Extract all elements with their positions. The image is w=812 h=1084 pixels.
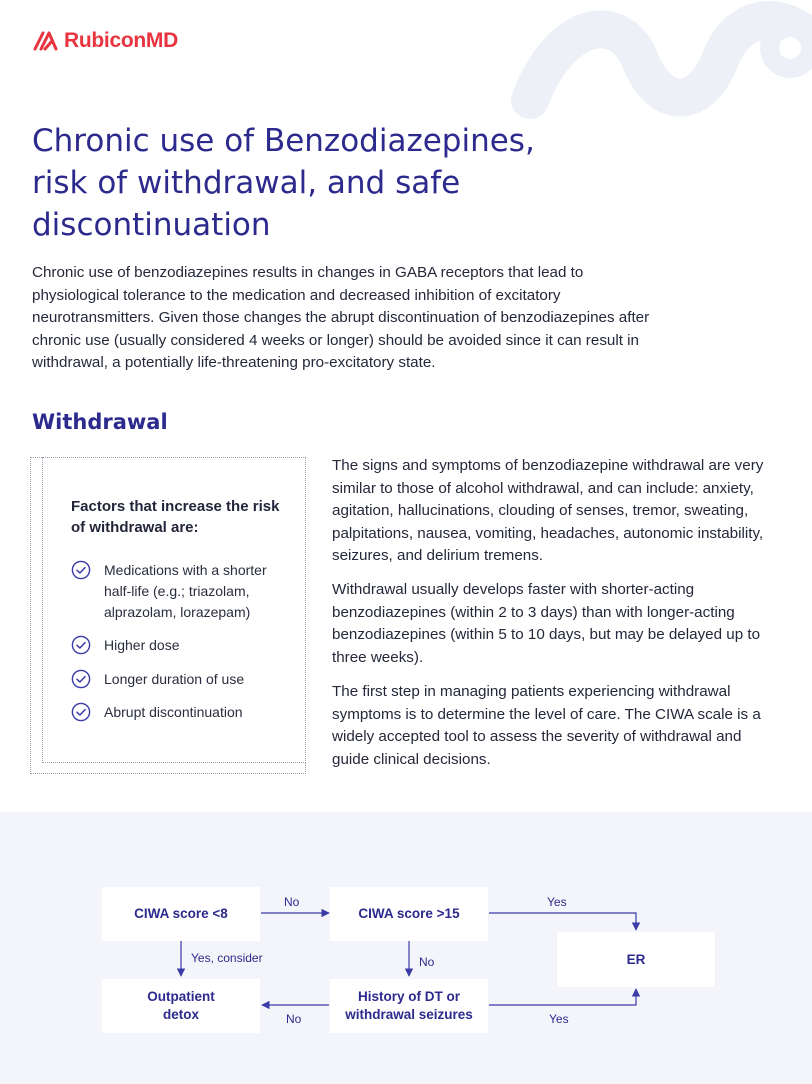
edge-label-history-to-er: Yes [549, 1012, 569, 1026]
page-title-line-1: Chronic use of Benzodiazepines, [32, 123, 535, 159]
factors-box-title: Factors that increase the risk of withdrawal are: [71, 498, 280, 536]
factor-item [71, 669, 284, 690]
edge-label-high-to-history: No [419, 955, 435, 969]
factor-text: Medications with a shorter half-life (e.g.; triazolam, alprazolam, lorazepam) [104, 562, 267, 620]
logo-text: RubiconMD [64, 29, 178, 52]
rubiconmd-logo-mark-icon [32, 29, 60, 53]
ciwa-high-node: CIWA score >15 [330, 887, 488, 941]
factor-text: Longer duration of use [104, 671, 245, 687]
withdrawal-heading: Withdrawal [32, 410, 168, 434]
check-circle-icon [71, 560, 91, 580]
page-title [32, 120, 592, 246]
factor-text: Higher dose [104, 637, 180, 653]
er-node: ER [557, 932, 715, 987]
level-of-care-paragraph: The first step in managing patients experiencing withdrawal symptoms is to determine the level of care. The CIWA scale is a widely accepted tool to assess the severity of withdrawal and guide clinical decisions. [332, 683, 761, 768]
decorative-background-shapes [0, 0, 812, 120]
symptoms-paragraph: The signs and symptoms of benzodiazepine withdrawal are very similar to those of alcohol withdrawal, and can include: anxiety, agitation, hallucinations, clouding of senses, tremor, sweating, palpitations, nausea, vomiting, headaches, autonomic instability, seizures, and delirium tremens. [332, 457, 764, 564]
check-circle-icon [71, 635, 91, 655]
factor-item [71, 702, 284, 723]
edge-label-high-to-er: Yes [547, 895, 567, 909]
intro-paragraph: Chronic use of benzodiazepines results in changes in GABA receptors that lead to physiological tolerance to the medication and decreased inhibition of excitatory neurotransmitters. Given those changes the abrupt discontinuation of benzodiazepines after chronic use (usually considered 4 weeks or longer) should be avoided since it can result in withdrawal, a potentially life-threatening pro-excitatory state. [32, 264, 650, 372]
check-circle-icon [71, 702, 91, 722]
history-node: History of DT or withdrawal seizures [330, 979, 488, 1033]
page-title-line-3: discontinuation [32, 207, 271, 243]
outpatient-detox-node: Outpatient detox [102, 979, 260, 1033]
edge-label-low-to-high: No [284, 895, 300, 909]
arrow-high-to-er [489, 913, 636, 930]
factor-item [71, 560, 284, 623]
rubiconmd-logo [32, 28, 178, 54]
arrow-history-to-er [489, 989, 636, 1005]
edge-label-low-to-outpatient: Yes, consider [191, 951, 263, 965]
factor-text: Abrupt discontinuation [104, 704, 243, 720]
page-title-line-2: risk of withdrawal, and safe [32, 165, 461, 201]
ciwa-low-node: CIWA score <8 [102, 887, 260, 941]
edge-label-history-to-outpatient: No [286, 1012, 302, 1026]
factor-item [71, 635, 284, 656]
check-circle-icon [71, 669, 91, 689]
onset-paragraph: Withdrawal usually develops faster with shorter-acting benzodiazepines (within 2 to 3 days) than with longer-acting benzodiazepines (within 5 to 10 days, but may be delayed up to three weeks). [332, 581, 761, 666]
